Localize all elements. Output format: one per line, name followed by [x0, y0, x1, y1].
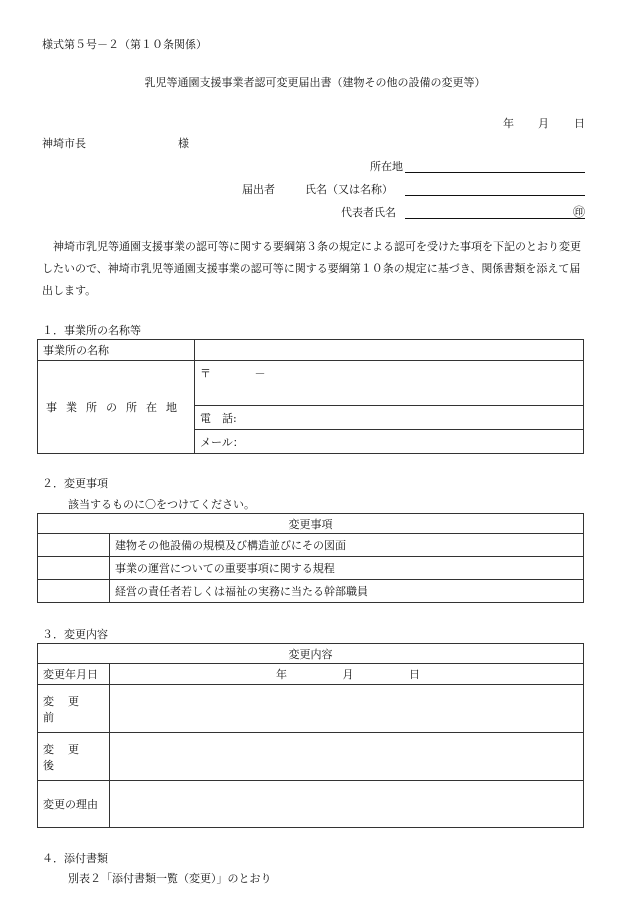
change-item-label: 経営の責任者若しくは福祉の実務に当たる幹部職員 — [110, 580, 584, 603]
change-date-day: 日 — [409, 668, 420, 681]
after-label: 変更後 — [38, 733, 110, 781]
facility-table — [37, 339, 584, 454]
reason-label: 変更の理由 — [38, 781, 110, 828]
section1-heading: １．事業所の名称等 — [42, 324, 141, 337]
date-year: 年 — [503, 117, 514, 130]
change-item-label: 事業の運営についての重要事項に関する規程 — [110, 557, 584, 580]
before-field[interactable] — [110, 685, 584, 733]
facility-location-label: 事業所の所在地 — [38, 361, 195, 454]
change-date-field[interactable] — [110, 664, 584, 685]
mail-label: メール： — [200, 435, 244, 449]
page-title: 乳児等通園支援事業者認可変更届出書（建物その他の設備の変更等） — [144, 76, 486, 89]
intro-paragraph: 神埼市乳児等通園支援事業の認可等に関する要綱第３条の規定による認可を受けた事項を下記のとおり変更したいので、神埼市乳児等通園支援事業の認可等に関する要綱第１０条の規定に基づき、関係書類を添えて届出します。 — [42, 240, 581, 297]
addressee-name: 神埼市長 — [42, 137, 86, 150]
facility-name-label: 事業所の名称 — [38, 340, 195, 361]
postal-mark: 〒 — [200, 367, 211, 380]
change-item-check[interactable] — [38, 557, 110, 580]
change-item-label: 建物その他設備の規模及び構造並びにその図面 — [110, 534, 584, 557]
change-items-table — [37, 513, 584, 603]
change-details-table — [37, 643, 584, 828]
date-month: 月 — [538, 117, 549, 130]
change-items-header: 変更事項 — [38, 514, 584, 534]
facility-postal-field[interactable] — [195, 361, 584, 406]
before-label: 変更前 — [38, 685, 110, 733]
change-date-year: 年 — [276, 668, 287, 681]
applicant-address-label: 所在地 — [370, 160, 403, 173]
change-item-check[interactable] — [38, 580, 110, 603]
date-day: 日 — [574, 117, 585, 130]
applicant-name-line[interactable] — [405, 183, 585, 196]
facility-name-field[interactable] — [195, 340, 584, 361]
change-details-header: 変更内容 — [38, 644, 584, 664]
addressee-honorific: 様 — [178, 137, 189, 150]
facility-tel-field[interactable] — [195, 406, 584, 430]
section2-heading: ２．変更事項 — [42, 477, 108, 490]
change-date-label: 変更年月日 — [38, 664, 110, 685]
section4-content: 別表２「添付書類一覧（変更）」のとおり — [68, 872, 272, 885]
change-date-month: 月 — [342, 668, 354, 681]
seal-mark: ㊞ — [573, 205, 586, 219]
after-field[interactable] — [110, 733, 584, 781]
applicant-address-line[interactable] — [405, 160, 585, 173]
applicant-rep-line[interactable] — [405, 206, 585, 219]
form-number: 様式第５号－２（第１０条関係） — [42, 38, 207, 51]
change-item-check[interactable] — [38, 534, 110, 557]
postal-dash: － — [254, 367, 266, 380]
section2-instruction: 該当するものに〇をつけてください。 — [68, 498, 255, 511]
tel-label: 電 話: — [200, 411, 237, 425]
section4-heading: ４．添付書類 — [42, 852, 108, 865]
applicant-name-label: 氏名（又は名称） — [305, 183, 393, 196]
applicant-label: 届出者 — [242, 183, 275, 196]
reason-field[interactable] — [110, 781, 584, 828]
applicant-rep-label: 代表者氏名 — [341, 206, 396, 219]
section3-heading: ３．変更内容 — [42, 628, 108, 641]
facility-mail-field[interactable] — [195, 430, 584, 454]
